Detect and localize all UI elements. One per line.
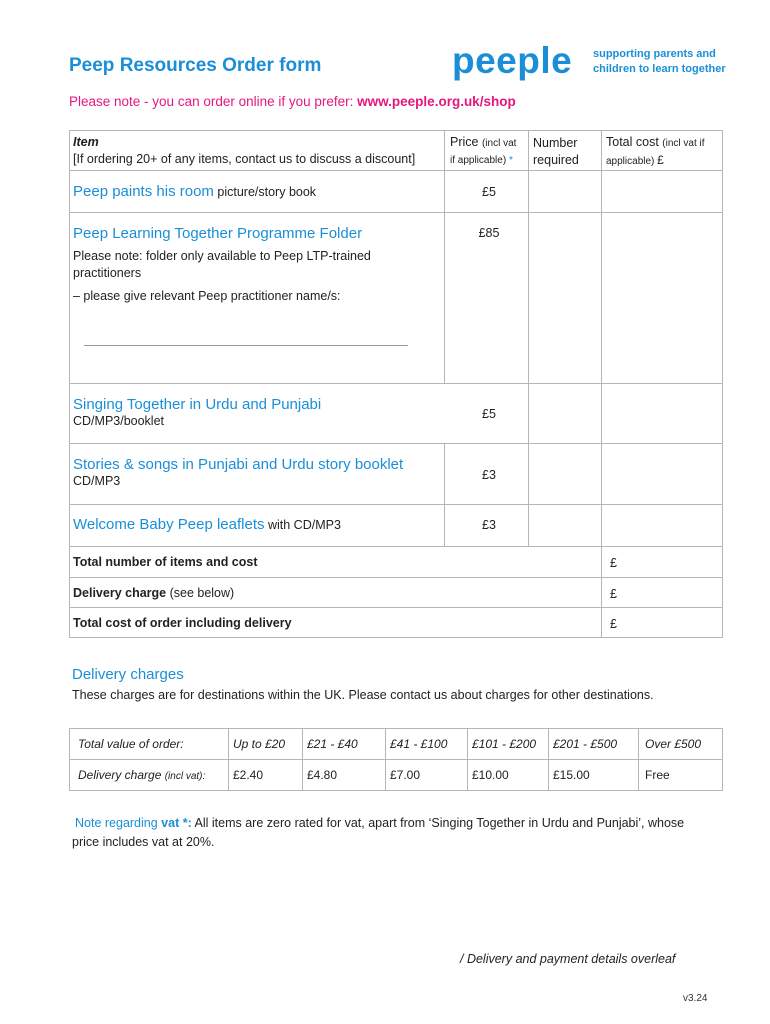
overleaf-note: / Delivery and payment details overleaf — [460, 952, 676, 966]
online-note-text: Please note - you can order online if you prefer: — [69, 94, 358, 109]
delivery-description: These charges are for destinations within the UK. Please contact us about charges for other destinations. — [72, 688, 654, 702]
item-price: £3 — [482, 468, 496, 482]
total-header — [606, 134, 705, 170]
item-row-welcome-baby — [73, 516, 341, 534]
quantity-field[interactable] — [529, 171, 601, 212]
total-items-label: Total number of items and cost — [73, 555, 258, 569]
total-cost-field[interactable] — [602, 444, 722, 504]
price-header-vat: (incl vat — [481, 138, 517, 149]
charge-3: £7.00 — [390, 768, 421, 782]
vat-note-body: All items are zero rated for vat, apart from ‘Singing Together in Urdu and Punjabi’, whose price includes vat at 20%. — [72, 816, 685, 849]
item-suffix: picture/story book — [213, 185, 317, 199]
number-header — [533, 135, 579, 169]
folder-note: Please note: folder only available to Peep LTP-trained practitioners — [73, 249, 371, 280]
grand-total-label: Total cost of order including delivery — [73, 616, 292, 630]
practitioner-name-field[interactable] — [84, 345, 408, 346]
charge-5: £15.00 — [553, 768, 590, 782]
delivery-heading: Delivery charges — [72, 666, 184, 683]
vat-asterisk: * — [508, 155, 513, 166]
item-row-singing-together — [73, 396, 321, 430]
delivery-charge-label: Delivery charge — [73, 586, 167, 600]
quantity-field[interactable] — [529, 384, 601, 443]
page-title: Peep Resources Order form — [69, 55, 322, 76]
item-sub: CD/MP3 — [73, 474, 121, 488]
discount-note: [If ordering 20+ of any items, contact us to discuss a discount] — [73, 152, 416, 166]
delivery-charge-suffix: (see below) — [166, 586, 235, 600]
vat-note-prefix: Note regarding — [75, 816, 162, 830]
charge-4: £10.00 — [472, 768, 509, 782]
item-title: Peep paints his room — [73, 183, 214, 200]
item-row-ltp-folder — [73, 225, 433, 305]
band-4: £101 - £200 — [472, 737, 537, 751]
band-6: Over £500 — [645, 737, 702, 751]
total-items-currency[interactable]: £ — [610, 556, 617, 570]
logo-tagline — [593, 47, 726, 77]
item-sub: CD/MP3/booklet — [73, 414, 165, 428]
item-header-label: Item — [73, 135, 99, 149]
item-row-peep-paints — [73, 183, 316, 201]
price-header — [450, 134, 516, 169]
charge-6: Free — [645, 768, 670, 782]
tagline-line-1: supporting parents and — [593, 48, 716, 60]
total-cost-field[interactable] — [602, 213, 722, 383]
delivery-charge-vat: (incl vat): — [164, 771, 206, 782]
delivery-currency[interactable]: £ — [610, 587, 617, 601]
charge-1: £2.40 — [233, 768, 264, 782]
item-title: Singing Together in Urdu and Punjabi — [73, 396, 322, 413]
item-price: £5 — [482, 407, 496, 421]
item-price: £5 — [482, 185, 496, 199]
charge-2: £4.80 — [307, 768, 338, 782]
price-header-vat-2: if applicable) — [450, 155, 507, 166]
item-suffix: with CD/MP3 — [264, 518, 341, 532]
order-table — [69, 130, 723, 638]
total-cost-field[interactable] — [602, 384, 722, 443]
practitioner-note: – please give relevant Peep practitioner name/s: — [73, 289, 341, 303]
online-order-note — [69, 94, 516, 109]
band-1: Up to £20 — [233, 737, 286, 751]
delivery-charge-row — [73, 585, 234, 602]
item-title: Stories & songs in Punjabi and Urdu story booklet — [73, 456, 404, 473]
order-value-label: Total value of order: — [78, 737, 184, 751]
total-cost-field[interactable] — [602, 171, 722, 212]
total-header-label: Total cost — [606, 135, 659, 149]
total-cost-field[interactable] — [602, 505, 722, 546]
number-header-line2: required — [533, 153, 579, 167]
price-header-label: Price — [450, 135, 479, 149]
total-header-vat: (incl vat if — [662, 138, 705, 149]
delivery-table — [69, 728, 723, 791]
item-title: Welcome Baby Peep leaflets — [73, 516, 265, 533]
item-header — [73, 134, 415, 168]
peeple-logo: peeple — [452, 40, 573, 81]
tagline-line-2: children to learn together — [593, 63, 726, 75]
shop-link[interactable]: www.peeple.org.uk/shop — [357, 94, 516, 109]
band-3: £41 - £100 — [390, 737, 448, 751]
item-title: Peep Learning Together Programme Folder — [73, 225, 363, 242]
quantity-field[interactable] — [529, 505, 601, 546]
delivery-charge-label-text: Delivery charge — [78, 768, 162, 782]
item-price: £85 — [478, 226, 500, 240]
number-header-line1: Number — [533, 136, 578, 150]
total-header-currency: £ — [657, 153, 664, 167]
version-label: v3.24 — [683, 993, 708, 1004]
total-header-vat-2: applicable) — [606, 156, 655, 167]
item-row-stories-songs — [73, 456, 403, 490]
vat-note — [72, 814, 712, 852]
vat-note-label: vat *: — [161, 816, 192, 830]
item-price: £3 — [482, 518, 496, 532]
grand-total-currency[interactable]: £ — [610, 617, 617, 631]
quantity-field[interactable] — [529, 444, 601, 504]
band-2: £21 - £40 — [307, 737, 358, 751]
band-5: £201 - £500 — [553, 737, 618, 751]
quantity-field[interactable] — [529, 213, 601, 383]
delivery-charge-row-label — [78, 768, 205, 782]
